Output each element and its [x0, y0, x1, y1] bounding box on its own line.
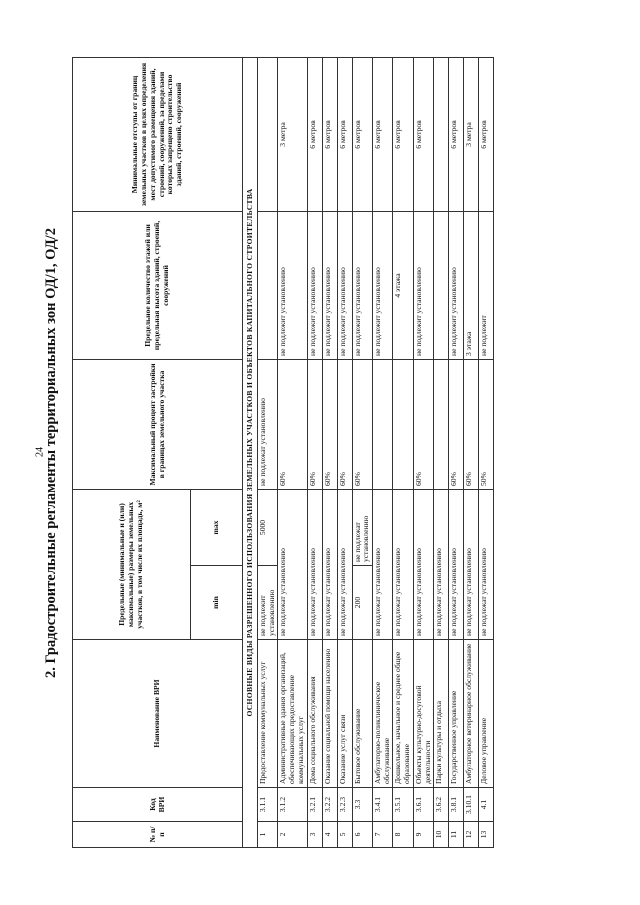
cell-num: 11: [449, 821, 464, 847]
table-row: [464, 57, 479, 847]
cell-min: не подлежат установлению: [479, 489, 494, 639]
cell-min: не подлежат установлению: [307, 489, 322, 639]
header-percent: Максимальный процент застройки в границах земельного участка: [73, 359, 243, 489]
cell-offset: 6 метров: [393, 57, 413, 211]
cell-floors: не подлежит: [479, 211, 494, 359]
cell-offset: 6 метров: [322, 57, 337, 211]
header-name: Наименование ВРИ: [73, 639, 243, 787]
cell-floors: не подлежит установлению: [278, 211, 307, 359]
cell-floors: не подлежит установлению: [337, 211, 352, 359]
table-row: [258, 57, 278, 847]
cell-name: Деловое управление: [479, 639, 494, 787]
cell-code: 3.6.1: [413, 787, 433, 821]
cell-code: 3.1.2: [278, 787, 307, 821]
cell-offset: 3 метра: [278, 57, 307, 211]
cell-pct: [373, 359, 393, 489]
cell-floors: не подлежит установлению: [413, 211, 433, 359]
regulations-table: [72, 56, 494, 847]
cell-name: Объекты культурно-досуговой деятельности: [413, 639, 433, 787]
cell-pct: не подлежат установлению: [258, 359, 278, 489]
cell-name: Административные здания организаций, обеспечивающих предоставление коммунальных услуг: [278, 639, 307, 787]
cell-pct: 60%: [352, 359, 372, 489]
cell-min: не подлежат установлению: [413, 489, 433, 639]
header-max: max: [191, 489, 243, 565]
table-row: [413, 57, 433, 847]
cell-min: не подлежит установлению: [258, 565, 278, 639]
cell-offset: 6 метров: [307, 57, 322, 211]
cell-num: 3: [307, 821, 322, 847]
table-row: [322, 57, 337, 847]
cell-code: 3.10.1: [464, 787, 479, 821]
cell-code: 4.1: [479, 787, 494, 821]
table-row: [352, 57, 372, 847]
cell-code: 3.8.1: [449, 787, 464, 821]
cell-floors: не подлежит установлению: [307, 211, 322, 359]
cell-code: 3.2.1: [307, 787, 322, 821]
cell-min: не подлежат установлению: [434, 489, 449, 639]
cell-min: не подлежат установлению: [393, 489, 413, 639]
cell-floors: [434, 211, 449, 359]
cell-floors: [258, 211, 278, 359]
cell-num: 10: [434, 821, 449, 847]
page-number: 24: [34, 447, 46, 457]
rotated-page: [40, 58, 600, 848]
cell-offset: 6 метров: [449, 57, 464, 211]
cell-pct: [393, 359, 413, 489]
cell-name: Оказание социальной помощи населению: [322, 639, 337, 787]
table-row: [393, 57, 413, 847]
cell-name: Амбулаторное ветеринарное обслуживание: [464, 639, 479, 787]
cell-offset: 6 метров: [413, 57, 433, 211]
cell-pct: 60%: [337, 359, 352, 489]
cell-num: 1: [258, 821, 278, 847]
cell-floors: не подлежит установлению: [373, 211, 393, 359]
cell-code: 3.2.2: [322, 787, 337, 821]
cell-offset: 3 метра: [464, 57, 479, 211]
header-sizes: Предельные (минимальные и (или) максимальные) размеры земельных участков, в том числе их площадь, м²: [73, 489, 191, 639]
cell-pct: 50%: [479, 359, 494, 489]
cell-max: не подлежат установлению: [352, 489, 372, 565]
table-row: [479, 57, 494, 847]
table-row: [373, 57, 393, 847]
cell-min: не подлежат установлению: [449, 489, 464, 639]
cell-offset: [258, 57, 278, 211]
cell-max: 5000: [258, 489, 278, 565]
cell-offset: [434, 57, 449, 211]
table-row: [278, 57, 307, 847]
section-title: ОСНОВНЫЕ ВИДЫ РАЗРЕШЕННОГО ИСПОЛЬЗОВАНИЯ ЗЕМЕЛЬНЫХ УЧАСТКОВ И ОБЪЕКТОВ КАПИТАЛЬНОГО СТРОИТЕЛЬСТВА: [243, 57, 258, 847]
cell-pct: 60%: [322, 359, 337, 489]
cell-name: Дошкольное, начальное и среднее общее образование: [393, 639, 413, 787]
cell-name: Предоставление коммунальных услуг: [258, 639, 278, 787]
cell-min: не подлежат установлению: [278, 489, 307, 639]
cell-num: 12: [464, 821, 479, 847]
cell-name: Оказание услуг связи: [337, 639, 352, 787]
cell-num: 2: [278, 821, 307, 847]
cell-min: не подлежат установлению: [464, 489, 479, 639]
cell-num: 8: [393, 821, 413, 847]
cell-min: не подлежат установлению: [322, 489, 337, 639]
cell-offset: 6 метров: [352, 57, 372, 211]
cell-code: 3.4.1: [373, 787, 393, 821]
cell-offset: 6 метров: [373, 57, 393, 211]
cell-floors: не подлежит установлению: [449, 211, 464, 359]
cell-code: 3.3: [352, 787, 372, 821]
cell-min: 200: [352, 565, 372, 639]
cell-pct: 60%: [464, 359, 479, 489]
header-floors: Предельное количество этажей или предельная высота зданий, строений, сооружений: [73, 211, 243, 359]
cell-pct: 60%: [278, 359, 307, 489]
cell-name: Государственное управление: [449, 639, 464, 787]
table-row: [449, 57, 464, 847]
cell-floors: 4 этажа: [393, 211, 413, 359]
table-row: [434, 57, 449, 847]
cell-min: не подлежат установлению: [373, 489, 393, 639]
cell-name: Дома социального обслуживания: [307, 639, 322, 787]
cell-offset: 6 метров: [337, 57, 352, 211]
cell-floors: не подлежит установлению: [352, 211, 372, 359]
cell-num: 9: [413, 821, 433, 847]
table-row: [337, 57, 352, 847]
cell-pct: 60%: [449, 359, 464, 489]
cell-code: 3.6.2: [434, 787, 449, 821]
cell-min: не подлежат установлению: [337, 489, 352, 639]
cell-num: 13: [479, 821, 494, 847]
cell-code: 3.2.3: [337, 787, 352, 821]
cell-num: 4: [322, 821, 337, 847]
cell-name: Бытовое обслуживание: [352, 639, 372, 787]
header-offsets: Минимальные отступы от границ земельных участков в целях определения мест допустимого размещения зданий, строений, сооружений, за пределами которых запрещено строительство зданий, строений, сооружений: [73, 57, 243, 211]
table-row: [307, 57, 322, 847]
cell-name: Амбулаторно-поликлиническое обслуживание: [373, 639, 393, 787]
cell-pct: 60%: [307, 359, 322, 489]
cell-pct: [434, 359, 449, 489]
cell-code: 3.5.1: [393, 787, 413, 821]
cell-floors: не подлежит установлению: [322, 211, 337, 359]
cell-num: 5: [337, 821, 352, 847]
cell-num: 7: [373, 821, 393, 847]
header-code: Код ВРИ: [73, 787, 243, 821]
cell-pct: 60%: [413, 359, 433, 489]
cell-offset: 6 метров: [479, 57, 494, 211]
header-num: № п/п: [73, 821, 243, 847]
cell-code: 3.1.1: [258, 787, 278, 821]
page-title: 2. Градостроительные регламенты территориальных зон ОД/1, ОД/2: [43, 227, 59, 678]
cell-floors: 3 этажа: [464, 211, 479, 359]
cell-num: 6: [352, 821, 372, 847]
header-min: min: [191, 565, 243, 639]
cell-name: Парки культуры и отдыха: [434, 639, 449, 787]
